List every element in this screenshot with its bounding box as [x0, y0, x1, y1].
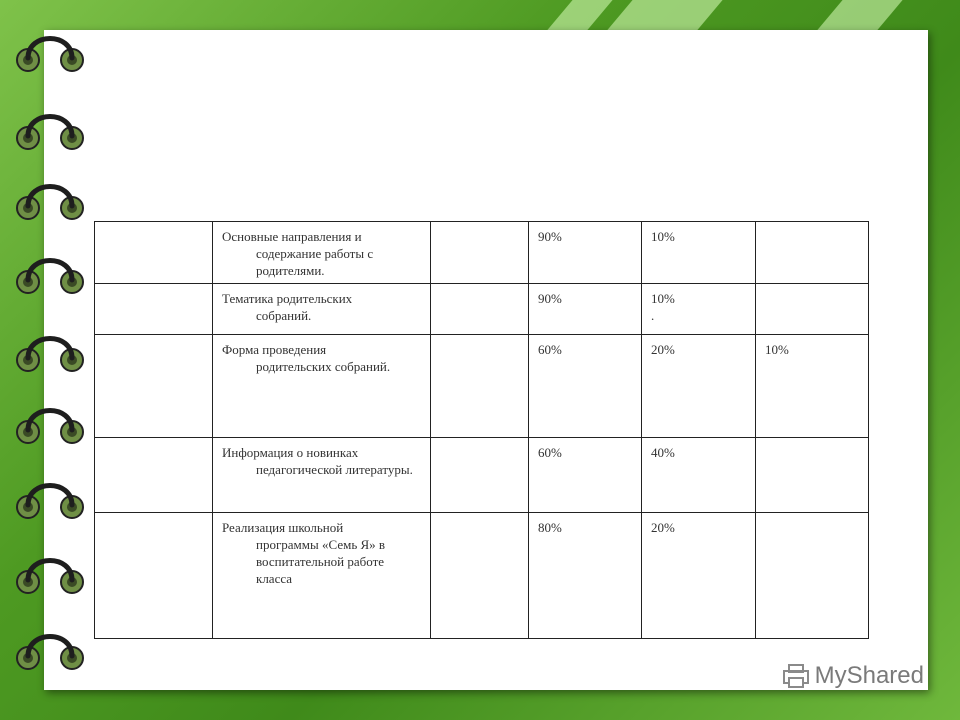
percent-cell: [756, 284, 869, 335]
percent-cell: [529, 438, 642, 513]
topic-cell: [213, 335, 431, 438]
survey-table: [94, 221, 869, 639]
percent-cell: [642, 513, 756, 639]
binder-ring-icon: [14, 402, 86, 448]
topic-cell: [213, 513, 431, 639]
blank-cell: [431, 438, 529, 513]
binder-ring-icon: [14, 108, 86, 154]
decor-stripe: [547, 0, 612, 30]
table-row: [95, 222, 869, 284]
watermark-logo: [781, 662, 924, 690]
binder-ring-icon: [14, 628, 86, 674]
row-label-cell: [95, 513, 213, 639]
cell-value: 90%: [538, 229, 562, 244]
cell-value: 10%: [765, 342, 789, 357]
percent-cell: [529, 513, 642, 639]
topic-cell: [213, 438, 431, 513]
percent-cell: [529, 284, 642, 335]
table-row: [95, 335, 869, 438]
row-label-cell: [95, 284, 213, 335]
percent-cell: [756, 335, 869, 438]
percent-cell: [642, 438, 756, 513]
topic-continuation: родительских собраний.: [256, 359, 391, 374]
survey-table-container: [94, 221, 869, 639]
percent-cell: [642, 284, 756, 335]
cell-value: 20%: [651, 520, 675, 535]
row-label-cell: [95, 438, 213, 513]
row-label-cell: [95, 222, 213, 284]
percent-cell: [529, 335, 642, 438]
table-row: [95, 438, 869, 513]
cell-value: 90%: [538, 291, 562, 306]
decor-stripe: [607, 0, 722, 30]
percent-cell: [642, 222, 756, 284]
topic-first-line: Информация о новинках: [222, 445, 359, 460]
percent-cell: [642, 335, 756, 438]
percent-cell: [529, 222, 642, 284]
watermark-text: MyShared: [814, 662, 924, 689]
topic-first-line: Основные направления и: [222, 229, 362, 244]
topic-continuation: программы «Семь Я» в воспитательной работе класса: [256, 537, 386, 586]
binder-ring-icon: [14, 552, 86, 598]
table-row: [95, 284, 869, 335]
cell-extra: .: [651, 308, 655, 323]
blank-cell: [431, 284, 529, 335]
binder-ring-icon: [14, 30, 86, 76]
decor-stripe: [817, 0, 902, 30]
binder-ring-icon: [14, 477, 86, 523]
row-label-cell: [95, 335, 213, 438]
blank-cell: [431, 513, 529, 639]
table-row: [95, 513, 869, 639]
topic-continuation: собраний.: [256, 308, 312, 323]
topic-continuation: педагогической литературы.: [256, 462, 413, 477]
percent-cell: [756, 513, 869, 639]
percent-cell: [756, 438, 869, 513]
blank-cell: [431, 335, 529, 438]
topic-cell: [213, 222, 431, 284]
binder-ring-icon: [14, 178, 86, 224]
binder-ring-icon: [14, 330, 86, 376]
cell-value: 10%: [651, 291, 675, 306]
cell-value: 20%: [651, 342, 675, 357]
cell-value: 80%: [538, 520, 562, 535]
topic-first-line: Форма проведения: [222, 342, 327, 357]
percent-cell: [756, 222, 869, 284]
cell-value: 60%: [538, 342, 562, 357]
topic-first-line: Реализация школьной: [222, 520, 344, 535]
binder-ring-icon: [14, 252, 86, 298]
topic-cell: [213, 284, 431, 335]
printer-logo-icon: [781, 663, 811, 689]
blank-cell: [431, 222, 529, 284]
topic-continuation: содержание работы с родителями.: [256, 246, 374, 278]
topic-first-line: Тематика родительских: [222, 291, 353, 306]
cell-value: 10%: [651, 229, 675, 244]
cell-value: 60%: [538, 445, 562, 460]
cell-value: 40%: [651, 445, 675, 460]
